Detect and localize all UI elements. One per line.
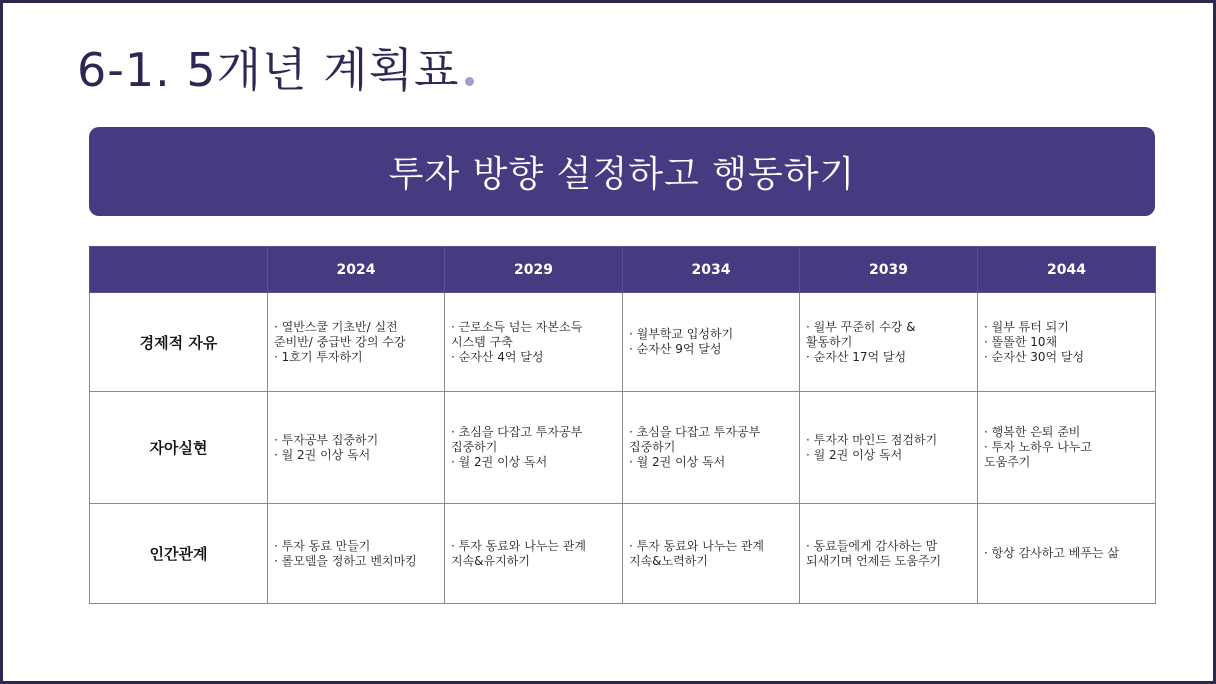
table-cell (268, 392, 445, 504)
cell-line: 지속&노력하기 (629, 553, 708, 568)
table-cell (800, 504, 978, 604)
cell-line: 집중하기 (451, 440, 498, 454)
plan-table (89, 246, 1156, 604)
cell-line: · 월 2권 이상 독서 (451, 455, 548, 469)
table-cell (268, 504, 445, 604)
table-cell (978, 504, 1156, 604)
table-cell (978, 392, 1156, 504)
table-row-relationships (90, 504, 1156, 604)
cell-line: · 동료들에게 감사하는 맘 (806, 538, 938, 553)
cell-line: · 순자산 9억 달성 (629, 342, 722, 356)
cell-line: · 근로소득 넘는 자본소득 (451, 319, 583, 334)
cell-line: · 초심을 다잡고 투자공부 (629, 425, 761, 439)
cell-line: 도움주기 (984, 455, 1031, 469)
cell-line: · 투자자 마인드 점검하기 (806, 432, 938, 447)
cell-line: · 월부 튜터 되기 (984, 319, 1069, 334)
cell-line: 시스템 구축 (451, 334, 513, 349)
row-label: 경제적 자유 (90, 293, 268, 392)
cell-line: · 월 2권 이상 독서 (629, 455, 726, 469)
cell-line: 준비반/ 중급반 강의 수강 (274, 334, 406, 349)
cell-line: · 항상 감사하고 베푸는 삶 (984, 546, 1119, 560)
table-header-row (90, 247, 1156, 293)
cell-line: 집중하기 (629, 440, 676, 454)
header-cell-2044: 2044 (978, 247, 1156, 293)
cell-line: · 열반스쿨 기초반/ 실전 (274, 319, 398, 334)
banner-text: 투자 방향 설정하고 행동하기 (388, 154, 856, 195)
table-cell (623, 293, 800, 392)
row-label: 자아실현 (90, 392, 268, 504)
table-cell (800, 392, 978, 504)
header-cell-2034: 2034 (623, 247, 800, 293)
table-cell (445, 504, 623, 604)
table-cell (623, 392, 800, 504)
cell-line: · 투자공부 집중하기 (274, 432, 379, 447)
cell-line: · 순자산 4억 달성 (451, 349, 544, 364)
header-cell-2039: 2039 (800, 247, 978, 293)
header-cell-empty (90, 247, 268, 293)
cell-line: · 월 2권 이상 독서 (806, 447, 903, 462)
cell-line: · 월 2권 이상 독서 (274, 447, 371, 462)
table-cell (445, 392, 623, 504)
cell-line: · 투자 동료와 나누는 관계 (451, 538, 586, 553)
cell-line: · 롤모델을 정하고 벤치마킹 (274, 553, 417, 568)
cell-line: · 월부 꾸준히 수강 & (806, 319, 916, 334)
table-cell (445, 293, 623, 392)
cell-line: 지속&유지하기 (451, 553, 530, 568)
cell-line: · 초심을 다잡고 투자공부 (451, 425, 583, 439)
cell-line: · 투자 동료 만들기 (274, 538, 371, 553)
slide-title-text: 6-1. 5개년 계획표 (77, 43, 460, 97)
table-cell (623, 504, 800, 604)
cell-line: 되새기며 언제든 도움주기 (806, 553, 942, 568)
cell-line: · 행복한 은퇴 준비 (984, 425, 1081, 439)
cell-line: 활동하기 (806, 334, 853, 349)
cell-line: · 투자 동료와 나누는 관계 (629, 538, 764, 553)
table-cell (978, 293, 1156, 392)
cell-line: · 1호기 투자하기 (274, 349, 363, 364)
cell-line: · 투자 노하우 나누고 (984, 440, 1092, 454)
slide-title (77, 45, 474, 96)
cell-line: · 월부학교 입성하기 (629, 327, 734, 341)
table-row-economic-freedom (90, 293, 1156, 392)
row-label: 인간관계 (90, 504, 268, 604)
banner (89, 127, 1155, 216)
cell-line: · 순자산 30억 달성 (984, 349, 1085, 364)
header-cell-2024: 2024 (268, 247, 445, 293)
title-accent-dot (465, 77, 474, 86)
header-cell-2029: 2029 (445, 247, 623, 293)
table-cell (800, 293, 978, 392)
table-row-self-realization (90, 392, 1156, 504)
cell-line: · 똘똘한 10채 (984, 334, 1058, 349)
table-cell (268, 293, 445, 392)
cell-line: · 순자산 17억 달성 (806, 349, 907, 364)
